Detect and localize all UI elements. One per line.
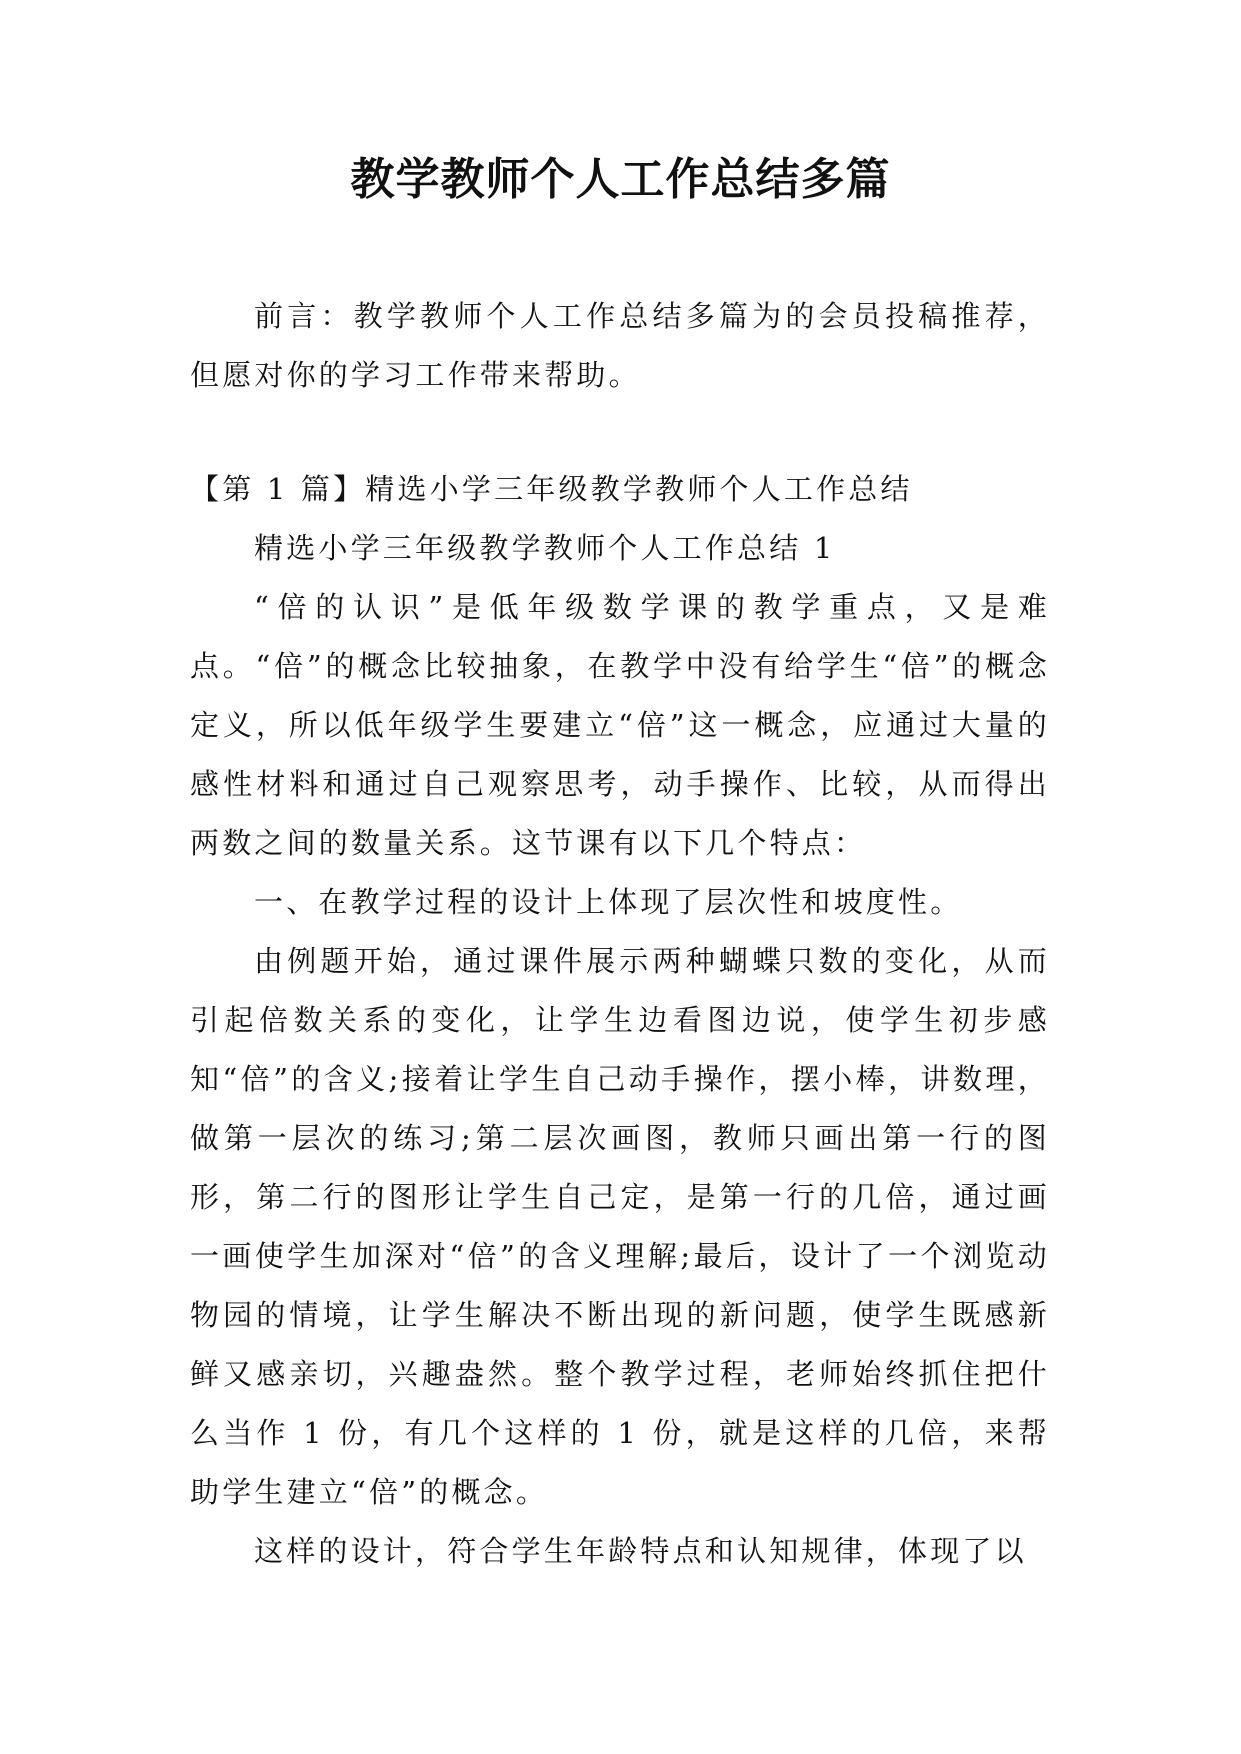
article-subheading: 精选小学三年级教学教师个人工作总结 1 bbox=[254, 531, 836, 565]
body-paragraph: 由例题开始，通过课件展示两种蝴蝶只数的变化，从而引起倍数关系的变化，让学生边看图边说，使学生初步感知“倍”的含义;接着让学生自己动手操作，摆小棒，讲数理，做第一层次的练习;第二层次画图，教师只画出第一行的图形，第二行的图形让学生自己定，是第一行的几倍，通过画一画使学生加深对“倍”的含义理解;最后，设计了一个浏览动物园的情境，让学生解决不断出现的新问题，使学生既感新鲜又感亲切，兴趣盎然。整个教学过程，老师始终抓住把什么当作 1 份，有几个这样的 1 份，就是这样的几倍，来帮助学生建立“倍”的概念。 bbox=[190, 944, 1050, 1509]
preface-block bbox=[190, 287, 1050, 405]
body-paragraph: 一、在教学过程的设计上体现了层次性和坡度性。 bbox=[254, 885, 963, 919]
section-heading: 【第 1 篇】精选小学三年级教学教师个人工作总结 bbox=[190, 472, 913, 506]
article-body bbox=[190, 460, 1050, 1581]
body-paragraph: “倍的认识”是低年级数学课的教学重点，又是难点。“倍”的概念比较抽象，在教学中没有给学生“倍”的概念定义，所以低年级学生要建立“倍”这一概念，应通过大量的感性材料和通过自己观察思考，动手操作、比较，从而得出两数之间的数量关系。这节课有以下几个特点： bbox=[190, 590, 1050, 860]
document-title: 教学教师个人工作总结多篇 bbox=[350, 154, 891, 205]
body-paragraph: 这样的设计，符合学生年龄特点和认知规律，体现了以 bbox=[254, 1534, 1027, 1568]
preface-paragraph: 前言：教学教师个人工作总结多篇为的会员投稿推荐，但愿对你的学习工作带来帮助。 bbox=[190, 299, 1050, 392]
